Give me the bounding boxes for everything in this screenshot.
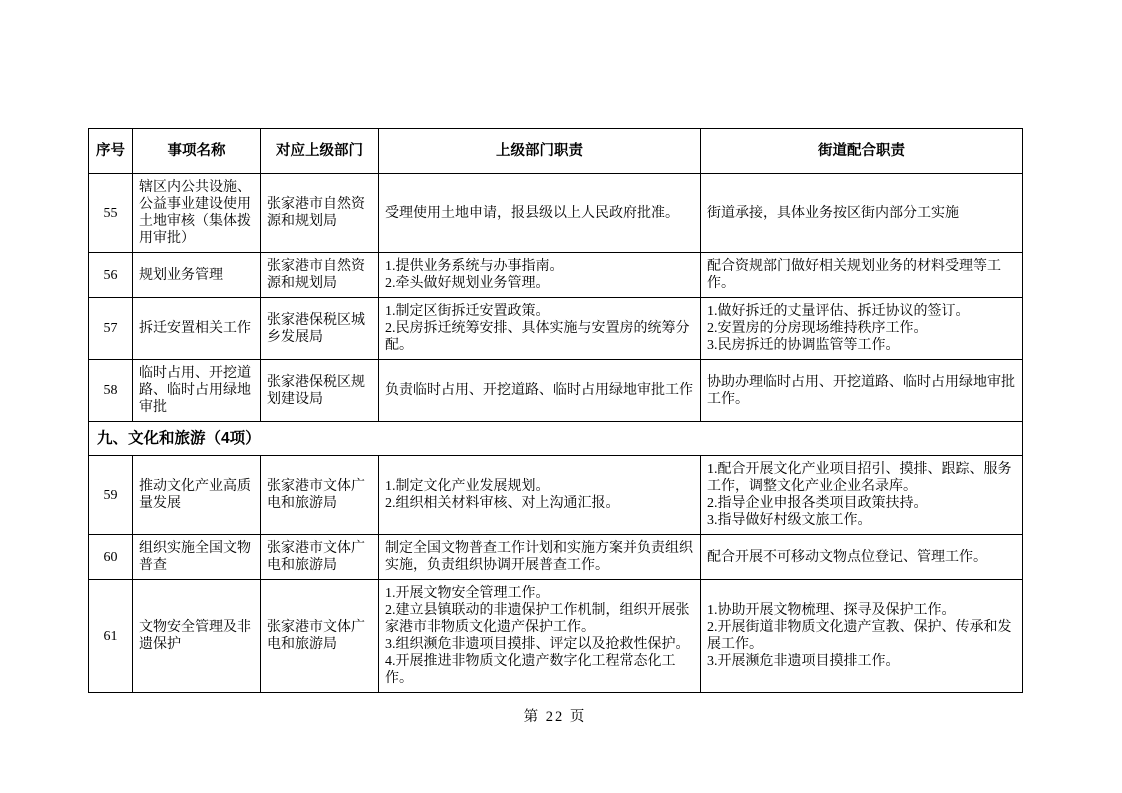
duty-line: 配合开展不可移动文物点位登记、管理工作。 <box>707 549 987 565</box>
duty-line: 1.配合开展文化产业项目招引、摸排、跟踪、服务工作，调整文化产业企业名录库。 <box>707 462 1012 494</box>
duty-line: 制定全国文物普查工作计划和实施方案并负责组织实施，负责组织协调开展普查工作。 <box>385 541 693 573</box>
table-row <box>89 580 1023 693</box>
superior-duties-cell <box>379 253 701 298</box>
duty-line: 受理使用土地申请，报县级以上人民政府批准。 <box>385 205 679 221</box>
item-name-cell: 推动文化产业高质量发展 <box>133 456 261 535</box>
street-duties-cell <box>701 298 1023 360</box>
department-cell: 张家港保税区城乡发展局 <box>261 298 379 360</box>
row-number-cell: 58 <box>89 360 133 422</box>
table-row <box>89 535 1023 580</box>
item-name-cell: 规划业务管理 <box>133 253 261 298</box>
table-row <box>89 253 1023 298</box>
street-duties-cell <box>701 456 1023 535</box>
table-row <box>89 360 1023 422</box>
duty-line: 3.民房拆迁的协调监管等工作。 <box>707 338 900 353</box>
duty-line: 协助办理临时占用、开挖道路、临时占用绿地审批工作。 <box>707 374 1015 407</box>
duty-line: 2.牵头做好规划业务管理。 <box>385 276 550 291</box>
duty-line: 3.开展濒危非遗项目摸排工作。 <box>707 654 900 669</box>
duty-line: 2.民房拆迁统筹安排、具体实施与安置房的统筹分配。 <box>385 321 690 353</box>
duty-line: 3.指导做好村级文旅工作。 <box>707 513 872 528</box>
duty-line: 2.组织相关材料审核、对上沟通汇报。 <box>385 496 620 511</box>
duty-line: 1.协助开展文物梳理、探寻及保护工作。 <box>707 603 956 618</box>
item-name-cell: 临时占用、开挖道路、临时占用绿地审批 <box>133 360 261 422</box>
section-title: 九、文化和旅游（4项） <box>89 422 1023 456</box>
item-name-cell: 辖区内公共设施、公益事业建设使用土地审核（集体拨用审批） <box>133 174 261 253</box>
row-number-cell: 60 <box>89 535 133 580</box>
section-header-row <box>89 422 1023 456</box>
duty-line: 2.指导企业申报各类项目政策扶持。 <box>707 496 928 511</box>
department-cell: 张家港市文体广电和旅游局 <box>261 535 379 580</box>
duty-line: 1.做好拆迁的丈量评估、拆迁协议的签订。 <box>707 304 970 319</box>
header-serial-number: 序号 <box>89 129 133 174</box>
header-street-duties: 街道配合职责 <box>701 129 1023 174</box>
table-header-row <box>89 129 1023 174</box>
duty-line: 2.开展街道非物质文化遗产宣教、保护、传承和发展工作。 <box>707 620 1012 652</box>
header-item-name: 事项名称 <box>133 129 261 174</box>
item-name-cell: 文物安全管理及非遗保护 <box>133 580 261 693</box>
street-duties-cell <box>701 253 1023 298</box>
duty-line: 3.组织濒危非遗项目摸排、评定以及抢救性保护。 <box>385 637 690 652</box>
duty-line: 1.制定区街拆迁安置政策。 <box>385 304 550 319</box>
row-number-cell: 59 <box>89 456 133 535</box>
duty-line: 1.制定文化产业发展规划。 <box>385 479 550 494</box>
duty-line: 2.建立县镇联动的非遗保护工作机制，组织开展张家港市非物质文化遗产保护工作。 <box>385 603 690 635</box>
department-cell: 张家港市文体广电和旅游局 <box>261 456 379 535</box>
street-duties-cell <box>701 535 1023 580</box>
page-number: 第 22 页 <box>523 709 587 725</box>
department-cell: 张家港市自然资源和规划局 <box>261 174 379 253</box>
row-number-cell: 56 <box>89 253 133 298</box>
table-row <box>89 298 1023 360</box>
item-name-cell: 组织实施全国文物普查 <box>133 535 261 580</box>
street-duties-cell <box>701 580 1023 693</box>
duty-table <box>88 128 1023 693</box>
street-duties-cell <box>701 174 1023 253</box>
row-number-cell: 61 <box>89 580 133 693</box>
superior-duties-cell <box>379 535 701 580</box>
department-cell: 张家港市自然资源和规划局 <box>261 253 379 298</box>
duty-line: 街道承接，具体业务按区街内部分工实施 <box>707 205 959 221</box>
header-superior-duties: 上级部门职责 <box>379 129 701 174</box>
duty-line: 2.安置房的分房现场维持秩序工作。 <box>707 321 928 336</box>
superior-duties-cell <box>379 580 701 693</box>
superior-duties-cell <box>379 456 701 535</box>
row-number-cell: 57 <box>89 298 133 360</box>
table-row <box>89 174 1023 253</box>
header-superior-department: 对应上级部门 <box>261 129 379 174</box>
duty-line: 4.开展推进非物质文化遗产数字化工程常态化工作。 <box>385 654 676 686</box>
department-cell: 张家港保税区规划建设局 <box>261 360 379 422</box>
duty-line: 配合资规部门做好相关规划业务的材料受理等工作。 <box>707 259 1001 291</box>
duty-line: 负责临时占用、开挖道路、临时占用绿地审批工作 <box>385 383 693 398</box>
item-name-cell: 拆迁安置相关工作 <box>133 298 261 360</box>
superior-duties-cell <box>379 174 701 253</box>
department-cell: 张家港市文体广电和旅游局 <box>261 580 379 693</box>
superior-duties-cell <box>379 360 701 422</box>
duty-line: 1.开展文物安全管理工作。 <box>385 586 550 601</box>
street-duties-cell <box>701 360 1023 422</box>
duty-line: 1.提供业务系统与办事指南。 <box>385 259 564 274</box>
row-number-cell: 55 <box>89 174 133 253</box>
table-row <box>89 456 1023 535</box>
superior-duties-cell <box>379 298 701 360</box>
